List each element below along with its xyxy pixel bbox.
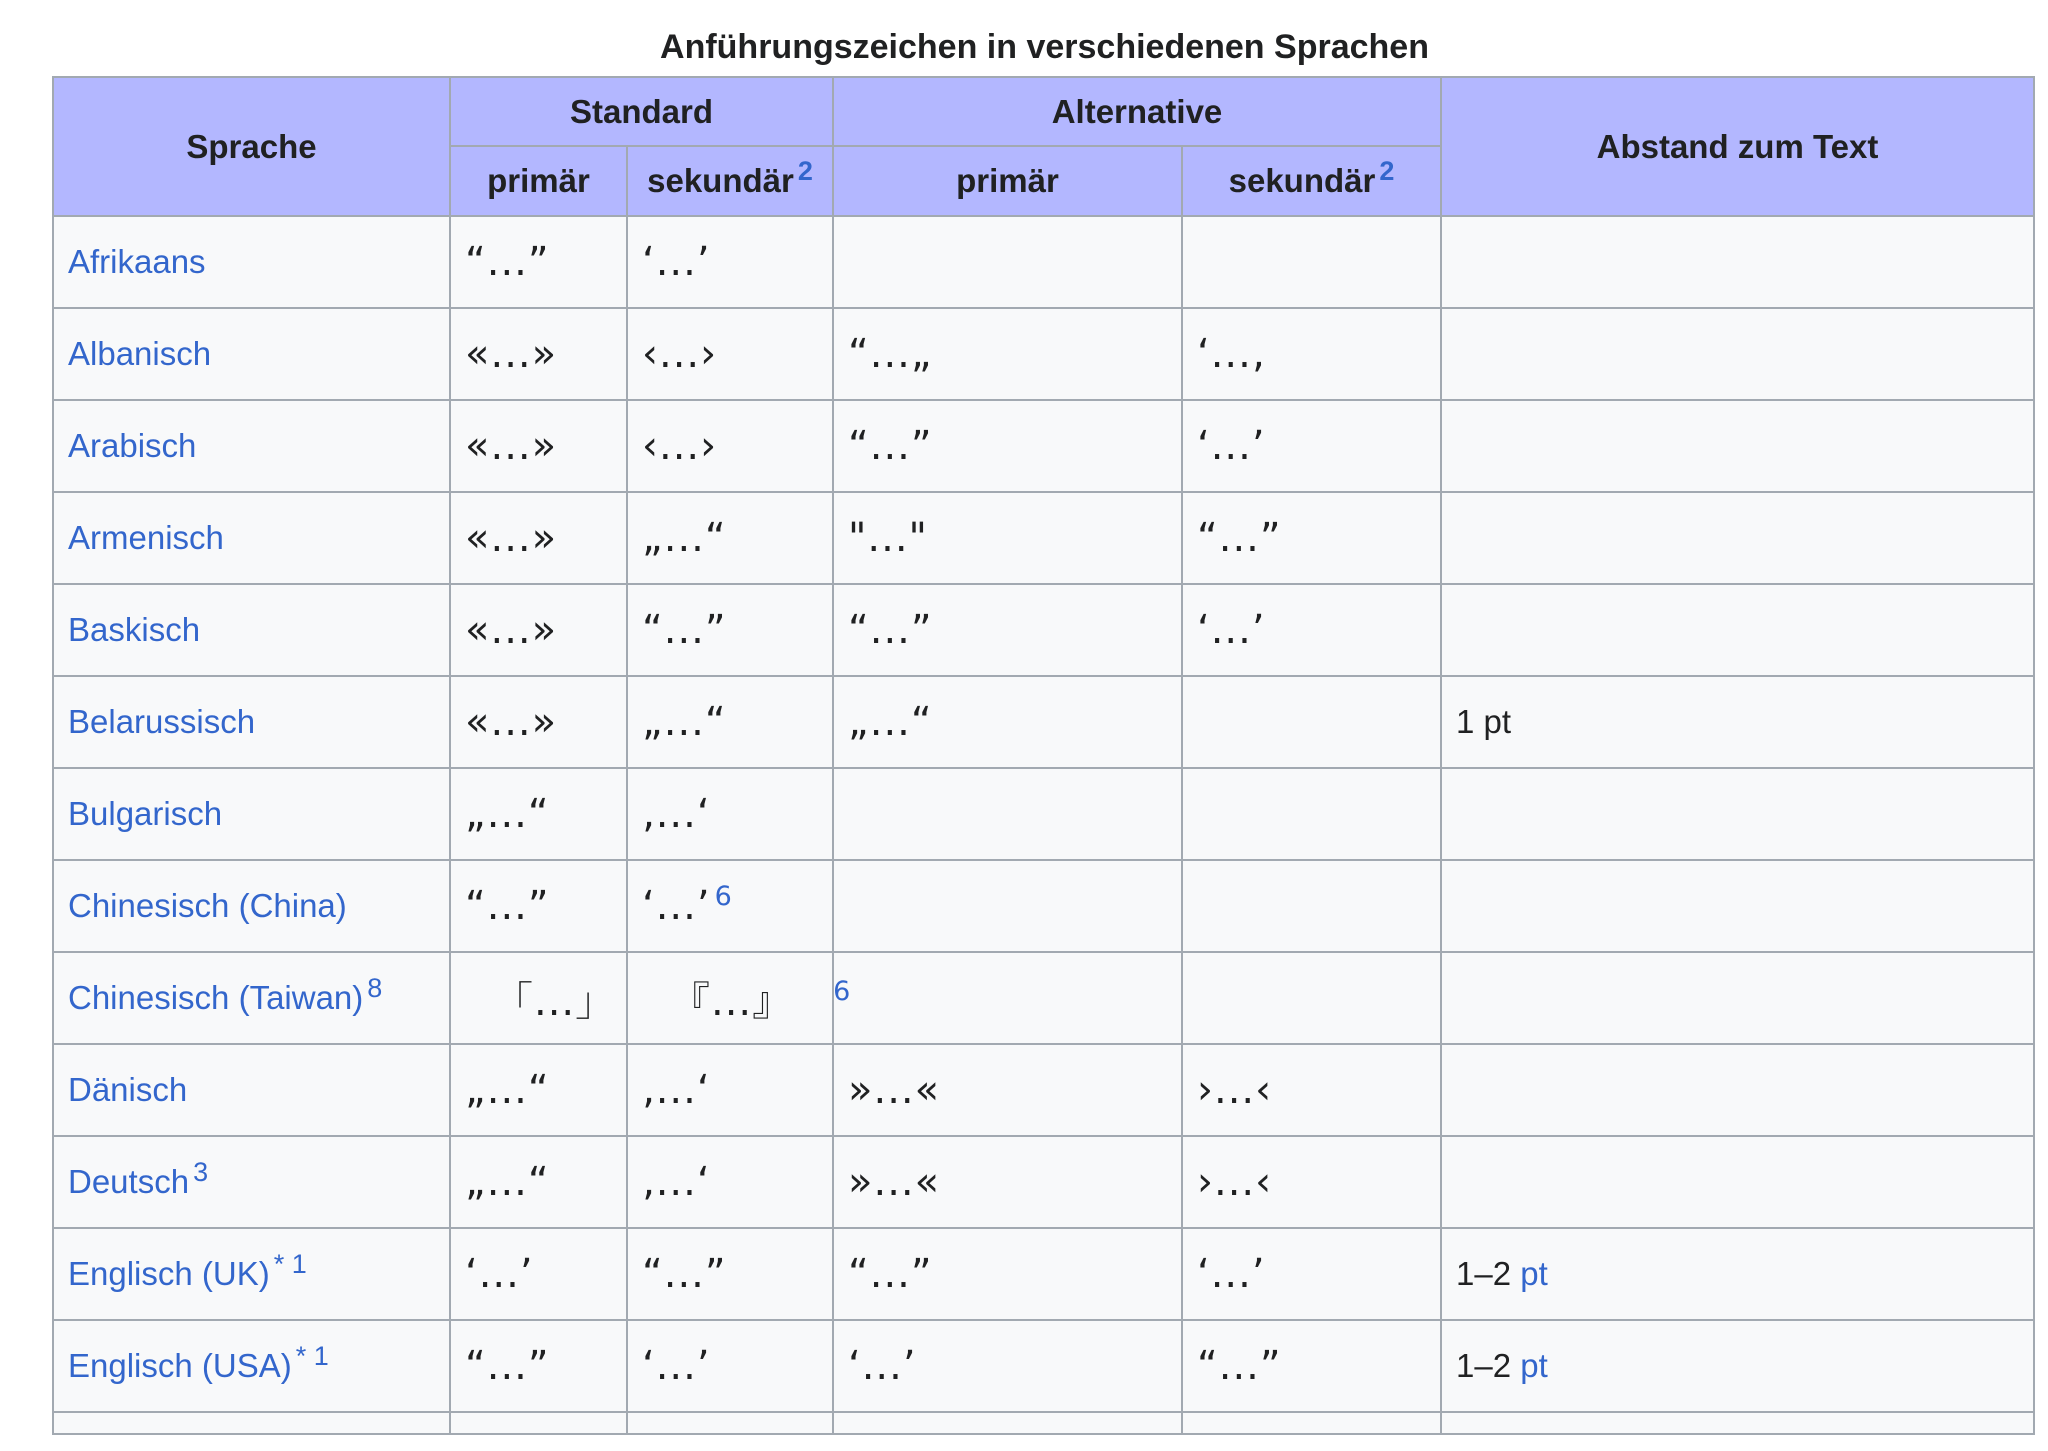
header-alternative-primaer (833, 146, 1182, 216)
empty-cell (627, 1412, 833, 1434)
quote-cell-std1 (450, 952, 627, 1044)
quote-cell-alt1 (833, 1228, 1182, 1320)
header-standard: Standard (450, 77, 833, 146)
quote-cell-alt1 (833, 308, 1182, 400)
language-link[interactable]: Armenisch (68, 519, 224, 556)
quote-cell-std2 (627, 1228, 833, 1320)
empty-cell (1441, 1412, 2034, 1434)
language-link[interactable]: Afrikaans (68, 243, 206, 280)
language-cell (53, 308, 450, 400)
quote-cell-std2 (627, 860, 833, 952)
language-link[interactable]: Englisch (USA) (68, 1347, 292, 1384)
quote-cell-std2 (627, 216, 833, 308)
quote-cell-alt2 (1182, 1044, 1441, 1136)
quote-cell-alt2 (1182, 492, 1441, 584)
header-alternative-sekundaer (1182, 146, 1441, 216)
quotation-marks-table (52, 76, 2035, 1435)
quote-marks: “...” (642, 607, 727, 653)
table-row (53, 1136, 2034, 1228)
quote-cell-std1 (450, 492, 627, 584)
quote-cell-alt2 (1182, 952, 1441, 1044)
empty-cell (450, 1412, 627, 1434)
quote-marks: „...“ (642, 515, 727, 561)
quote-cell-alt1 (833, 676, 1182, 768)
language-link[interactable]: Englisch (UK) (68, 1255, 270, 1292)
quote-marks: ›...‹ (1197, 1067, 1273, 1113)
language-cell (53, 1044, 450, 1136)
table-row (53, 400, 2034, 492)
quote-cell-std1 (450, 676, 627, 768)
header-standard-primaer (450, 146, 627, 216)
quote-cell-std2 (627, 1044, 833, 1136)
quote-marks: ›...‹ (1197, 1159, 1273, 1205)
table-row (53, 952, 2034, 1044)
quote-cell-std2 (627, 400, 833, 492)
language-link[interactable]: Chinesisch (China) (68, 887, 347, 924)
quote-cell-alt2 (1182, 1320, 1441, 1412)
quote-marks: ‚...‘ (642, 1159, 711, 1205)
header-standard-sekundaer (627, 146, 833, 216)
quote-marks: «...» (465, 515, 558, 561)
table-row (53, 216, 2034, 308)
language-cell (53, 1228, 450, 1320)
table-row-partial (53, 1412, 2034, 1434)
quote-cell-std2 (627, 1136, 833, 1228)
language-link[interactable]: Albanisch (68, 335, 212, 372)
table-row (53, 584, 2034, 676)
quote-cell-std2 (627, 308, 833, 400)
table-row (53, 860, 2034, 952)
spacing-value: 1 pt (1456, 703, 1512, 740)
spacing-cell (1441, 1228, 2034, 1320)
quote-marks: ‘...’ (642, 239, 711, 285)
quote-cell-alt2 (1182, 584, 1441, 676)
spacing-cell (1441, 676, 2034, 768)
spacing-cell (1441, 1044, 2034, 1136)
quote-cell-alt2 (1182, 1136, 1441, 1228)
header-label: primär (487, 162, 590, 199)
table-row (53, 676, 2034, 768)
table-row (53, 1320, 2034, 1412)
table-row (53, 768, 2034, 860)
footnote-link[interactable]: 8 (367, 973, 383, 1003)
quote-cell-alt2 (1182, 1228, 1441, 1320)
language-cell (53, 860, 450, 952)
table-row (53, 1044, 2034, 1136)
footnote-link[interactable]: 3 (193, 1157, 209, 1187)
quote-marks: “...” (465, 1343, 550, 1389)
footnote-link[interactable]: * 1 (295, 1341, 329, 1371)
language-cell (53, 584, 450, 676)
quote-marks: "..." (848, 515, 928, 561)
quote-marks: «...» (465, 607, 558, 653)
unit-link[interactable]: pt (1520, 1255, 1548, 1292)
quote-marks: ‘...’ (642, 1343, 711, 1389)
language-cell (53, 952, 450, 1044)
quote-cell-alt1 (833, 860, 1182, 952)
spacing-cell (1441, 768, 2034, 860)
quote-cell-std1 (450, 768, 627, 860)
quote-marks: “...” (848, 607, 933, 653)
quote-marks: »...« (848, 1067, 941, 1113)
quote-cell-alt2 (1182, 400, 1441, 492)
quote-marks: «...» (465, 699, 558, 745)
header-label: primär (956, 162, 1059, 199)
quote-marks: ‘...’ (465, 1251, 534, 1297)
footnote-link[interactable]: 2 (1379, 156, 1395, 186)
quote-cell-std2 (627, 952, 852, 1044)
unit-link[interactable]: pt (1520, 1347, 1548, 1384)
quote-cell-std1 (450, 860, 627, 952)
quote-cell-std1 (450, 1320, 627, 1412)
quote-cell-std1 (450, 308, 627, 400)
quote-marks: “...„ (848, 331, 933, 377)
quote-cell-alt2 (1182, 676, 1441, 768)
header-sprache: Sprache (53, 77, 450, 216)
empty-cell (833, 1412, 1182, 1434)
language-cell (53, 676, 450, 768)
quote-cell-alt2 (1182, 216, 1441, 308)
quote-cell-std1 (450, 1228, 627, 1320)
quote-marks: „...“ (642, 699, 727, 745)
spacing-cell (1441, 860, 2034, 952)
table-body (53, 216, 2034, 1434)
header-label: sekundär (1228, 162, 1376, 199)
spacing-value: 1–2 (1456, 1255, 1521, 1292)
language-cell (53, 1136, 450, 1228)
quote-cell-alt2 (1182, 860, 1441, 952)
language-link[interactable]: Chinesisch (Taiwan) (68, 979, 364, 1016)
quote-marks: 「...」 (493, 978, 617, 1025)
language-link[interactable]: Arabisch (68, 427, 197, 464)
quote-marks: „...“ (465, 1159, 550, 1205)
spacing-cell (1441, 584, 2034, 676)
quote-cell-alt1 (833, 584, 1182, 676)
quote-marks: ‹...› (642, 331, 718, 377)
language-link[interactable]: Baskisch (68, 611, 201, 648)
quote-cell-alt1 (833, 400, 1182, 492)
quote-marks: ‚...‘ (642, 1067, 711, 1113)
quote-cell-alt1 (833, 952, 1182, 1044)
quote-marks: 『...』 (670, 978, 794, 1025)
header-abstand: Abstand zum Text (1441, 77, 2034, 216)
quote-marks: “...” (465, 883, 550, 929)
footnote-link[interactable]: 6 (714, 880, 733, 912)
quote-cell-alt2 (1182, 308, 1441, 400)
quote-marks: ‘...‚ (1197, 331, 1266, 377)
spacing-value: 1–2 (1456, 1347, 1521, 1384)
quote-marks: “...” (848, 1251, 933, 1297)
quote-cell-alt1 (833, 492, 1182, 584)
spacing-cell (1441, 952, 2034, 1044)
quote-marks: ‘...’ (1197, 1251, 1266, 1297)
footnote-link[interactable]: 2 (797, 156, 813, 186)
spacing-cell (1441, 1320, 2034, 1412)
table-row (53, 492, 2034, 584)
empty-cell (53, 1412, 450, 1434)
footnote-link[interactable]: 6 (833, 976, 852, 1008)
language-link[interactable]: Dänisch (68, 1071, 188, 1108)
empty-cell (1182, 1412, 1441, 1434)
quote-marks: “...” (642, 1251, 727, 1297)
quote-cell-alt1 (833, 768, 1182, 860)
quote-marks: “...” (1197, 515, 1282, 561)
quote-cell-std2 (627, 584, 833, 676)
quote-marks: “...” (465, 239, 550, 285)
language-link[interactable]: Deutsch (68, 1163, 190, 1200)
spacing-cell (1441, 308, 2034, 400)
quote-marks: ‘...’ (642, 883, 711, 929)
language-cell (53, 1320, 450, 1412)
quote-cell-std1 (450, 1136, 627, 1228)
spacing-cell (1441, 1136, 2034, 1228)
table-row (53, 1228, 2034, 1320)
language-cell (53, 400, 450, 492)
quote-marks: “...” (848, 423, 933, 469)
language-cell (53, 492, 450, 584)
quote-marks: ‘...’ (1197, 607, 1266, 653)
language-link[interactable]: Belarussisch (68, 703, 256, 740)
quote-cell-std1 (450, 584, 627, 676)
quote-marks: „...“ (465, 791, 550, 837)
footnote-link[interactable]: * 1 (273, 1249, 307, 1279)
quote-marks: “...” (1197, 1343, 1282, 1389)
quote-marks: «...» (465, 423, 558, 469)
quote-marks: ‚...‘ (642, 791, 711, 837)
quote-cell-alt1 (833, 216, 1182, 308)
table-row (53, 308, 2034, 400)
quote-cell-alt1 (833, 1044, 1182, 1136)
language-cell (53, 216, 450, 308)
language-cell (53, 768, 450, 860)
spacing-cell (1441, 492, 2034, 584)
quote-marks: ‘...’ (848, 1343, 917, 1389)
header-label: sekundär (647, 162, 794, 199)
quote-marks: »...« (848, 1159, 941, 1205)
quote-cell-std1 (450, 216, 627, 308)
quote-cell-std1 (450, 1044, 627, 1136)
quote-cell-std2 (627, 492, 833, 584)
quote-marks: «...» (465, 331, 558, 377)
spacing-cell (1441, 400, 2034, 492)
quote-marks: ‹...› (642, 423, 718, 469)
quote-marks: „...“ (465, 1067, 550, 1113)
quote-marks: „...“ (848, 699, 933, 745)
quote-cell-alt1 (833, 1136, 1182, 1228)
language-link[interactable]: Bulgarisch (68, 795, 223, 832)
spacing-cell (1441, 216, 2034, 308)
table-caption: Anführungszeichen in verschiedenen Sprachen (660, 28, 1429, 66)
quote-cell-std2 (627, 768, 833, 860)
quote-cell-alt1 (833, 1320, 1182, 1412)
header-alternative: Alternative (833, 77, 1441, 146)
quote-cell-std2 (627, 1320, 833, 1412)
quote-marks: ‘...’ (1197, 423, 1266, 469)
quote-cell-std1 (450, 400, 627, 492)
quote-cell-alt2 (1182, 768, 1441, 860)
quote-cell-std2 (627, 676, 833, 768)
